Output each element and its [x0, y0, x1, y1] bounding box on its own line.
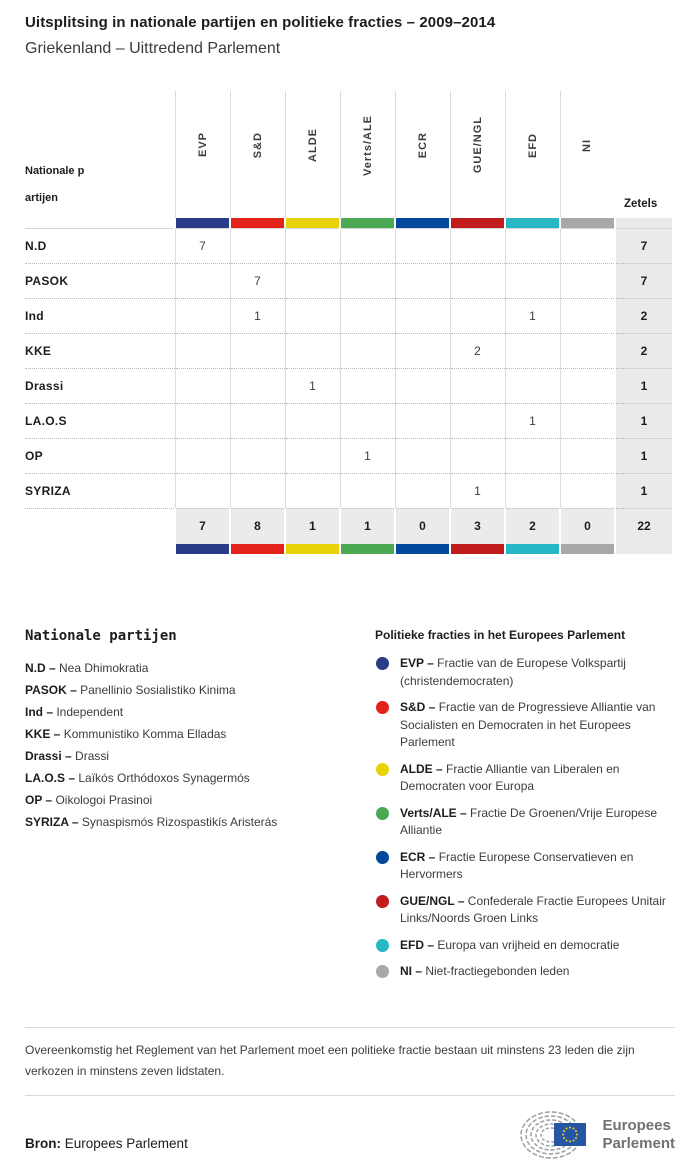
total-NI: 0 — [560, 508, 615, 544]
source-label: Bron: — [25, 1136, 61, 1151]
seat-value-NI — [560, 368, 615, 403]
hemicycle-flag-icon — [518, 1110, 594, 1160]
group-color-swatch-NI — [560, 544, 615, 554]
party-legend-item — [25, 701, 375, 723]
group-column-header-S&D — [230, 91, 285, 218]
seat-value-ECR — [395, 368, 450, 403]
party-name: OP — [25, 438, 175, 473]
group-legend-desc: Niet-fractiegebonden leden — [425, 964, 570, 978]
seat-value-ALDE — [285, 403, 340, 438]
seat-value-GUE/NGL — [450, 228, 505, 263]
group-legend-item — [375, 761, 675, 796]
group-color-dot — [376, 965, 389, 978]
party-name: SYRIZA — [25, 473, 175, 508]
page-subtitle: Griekenland – Uittredend Parlement — [25, 40, 281, 57]
seat-value-NI — [560, 263, 615, 298]
seat-value-Verts/ALE — [340, 228, 395, 263]
party-legend-item — [25, 745, 375, 767]
party-legend-abbr: SYRIZA – — [25, 815, 82, 829]
table-row-Drassi — [25, 368, 672, 403]
seat-value-Verts/ALE: 1 — [340, 438, 395, 473]
group-legend-desc: Fractie van de Europese Volkspartij (christendemocraten) — [400, 656, 626, 688]
group-column-label: ALDE — [306, 128, 319, 162]
party-legend-abbr: Drassi – — [25, 749, 76, 763]
seat-value-S&D — [230, 333, 285, 368]
group-color-swatch-ALDE — [285, 218, 340, 228]
political-groups-legend — [375, 628, 675, 990]
seat-value-EVP — [175, 298, 230, 333]
seat-value-ALDE — [285, 333, 340, 368]
source-text: Europees Parlement — [61, 1136, 188, 1151]
seat-value-NI — [560, 298, 615, 333]
group-color-dot — [376, 851, 389, 864]
party-legend-item — [25, 789, 375, 811]
row-total-seats: 1 — [615, 473, 672, 508]
group-color-swatch-EVP — [175, 218, 230, 228]
group-legend-item — [375, 655, 675, 690]
seat-value-GUE/NGL — [450, 403, 505, 438]
seat-value-GUE/NGL — [450, 298, 505, 333]
seat-value-S&D: 7 — [230, 263, 285, 298]
seat-value-EFD — [505, 228, 560, 263]
political-groups-legend-title: Politieke fracties in het Europees Parlement — [375, 628, 626, 642]
seat-value-EFD: 1 — [505, 298, 560, 333]
seat-value-GUE/NGL — [450, 438, 505, 473]
total-S&D: 8 — [230, 508, 285, 544]
group-legend-item — [375, 893, 675, 928]
national-parties-legend — [25, 628, 375, 990]
seat-value-EVP — [175, 263, 230, 298]
seat-value-EVP — [175, 403, 230, 438]
seat-value-Verts/ALE — [340, 298, 395, 333]
group-color-swatch-ALDE — [285, 544, 340, 554]
group-color-swatch-EVP — [175, 544, 230, 554]
seat-value-S&D — [230, 368, 285, 403]
group-column-header-GUE/NGL — [450, 91, 505, 218]
party-name: LA.O.S — [25, 403, 175, 438]
seat-value-ECR — [395, 438, 450, 473]
group-color-swatch-GUE/NGL — [450, 218, 505, 228]
group-legend-abbr: EFD – — [400, 937, 438, 952]
page-title: Uitsplitsing in nationale partijen en politieke fracties – 2009–2014 — [25, 14, 496, 31]
group-column-label: ECR — [416, 131, 429, 159]
seats-table — [25, 91, 672, 554]
seat-value-Verts/ALE — [340, 473, 395, 508]
row-total-seats: 1 — [615, 403, 672, 438]
seat-value-ALDE — [285, 473, 340, 508]
party-legend-abbr: LA.O.S – — [25, 771, 79, 785]
party-name: PASOK — [25, 263, 175, 298]
national-parties-legend-list — [25, 657, 375, 833]
group-color-swatch-EFD — [505, 218, 560, 228]
group-color-dot — [376, 895, 389, 908]
party-legend-abbr: KKE – — [25, 727, 64, 741]
footer — [25, 1110, 675, 1160]
group-legend-abbr: S&D – — [400, 700, 439, 714]
seat-value-GUE/NGL: 2 — [450, 333, 505, 368]
seat-value-ALDE: 1 — [285, 368, 340, 403]
group-column-header-NI — [560, 91, 615, 218]
group-color-swatch-Verts/ALE — [340, 218, 395, 228]
group-column-label: NI — [581, 138, 594, 152]
row-total-seats: 1 — [615, 368, 672, 403]
seat-value-NI — [560, 403, 615, 438]
party-legend-name: Synaspismós Rizospastikís Aristerás — [81, 815, 278, 829]
seat-value-EVP — [175, 438, 230, 473]
party-legend-name: Independent — [56, 705, 124, 719]
total-Verts/ALE: 1 — [340, 508, 395, 544]
seat-value-ECR — [395, 473, 450, 508]
seat-value-EVP — [175, 333, 230, 368]
table-row-LA.O.S — [25, 403, 672, 438]
group-column-header-EFD — [505, 91, 560, 218]
group-color-swatch-S&D — [230, 544, 285, 554]
seat-value-S&D — [230, 438, 285, 473]
party-legend-abbr: N.D – — [25, 661, 60, 675]
table-row-SYRIZA — [25, 473, 672, 508]
source-line — [25, 1118, 188, 1151]
total-ALDE: 1 — [285, 508, 340, 544]
seat-value-ALDE — [285, 438, 340, 473]
group-legend-item — [375, 963, 675, 981]
total-EFD: 2 — [505, 508, 560, 544]
group-header-row — [25, 91, 672, 218]
seat-value-EVP — [175, 368, 230, 403]
legend-section — [25, 628, 675, 990]
group-color-swatch-NI — [560, 218, 615, 228]
group-legend-item — [375, 805, 675, 840]
totals-row — [25, 508, 672, 544]
color-bar-seats-cell — [615, 544, 672, 554]
color-bar-spacer — [25, 544, 175, 554]
group-color-swatch-GUE/NGL — [450, 544, 505, 554]
seat-value-GUE/NGL — [450, 368, 505, 403]
row-total-seats: 7 — [615, 263, 672, 298]
party-name: N.D — [25, 228, 175, 263]
seat-value-Verts/ALE — [340, 333, 395, 368]
group-color-dot — [376, 939, 389, 952]
color-bar-seats-cell — [615, 218, 672, 228]
row-total-seats: 2 — [615, 333, 672, 368]
seat-value-ECR — [395, 298, 450, 333]
group-color-bar-bottom — [25, 544, 672, 554]
seat-value-S&D — [230, 228, 285, 263]
seat-value-ECR — [395, 333, 450, 368]
group-legend-desc: Fractie van de Progressieve Alliantie van Socialisten en Democraten in het Europees Parlement — [400, 700, 656, 749]
group-column-header-EVP — [175, 91, 230, 218]
political-groups-legend-list — [375, 655, 675, 981]
seat-value-NI — [560, 333, 615, 368]
party-legend-name: Panellinio Sosialistiko Kinima — [80, 683, 236, 697]
group-color-dot — [376, 657, 389, 670]
group-column-header-ALDE — [285, 91, 340, 218]
total-EVP: 7 — [175, 508, 230, 544]
party-legend-item — [25, 811, 375, 833]
group-legend-abbr: EVP – — [400, 656, 438, 670]
group-legend-abbr: GUE/NGL – — [400, 893, 468, 908]
group-legend-abbr: Verts/ALE – — [400, 805, 471, 820]
seat-value-ALDE — [285, 228, 340, 263]
seat-value-EFD: 1 — [505, 403, 560, 438]
group-legend-abbr: ECR – — [400, 849, 439, 864]
row-total-seats: 2 — [615, 298, 672, 333]
party-legend-abbr: Ind – — [25, 705, 57, 719]
group-legend-desc: Fractie De Groenen/Vrije Europese Alliantie — [400, 805, 658, 837]
group-legend-desc: Fractie Alliantie van Liberalen en Democraten voor Europa — [400, 761, 620, 793]
group-color-swatch-S&D — [230, 218, 285, 228]
group-color-dot — [376, 763, 389, 776]
seat-value-GUE/NGL — [450, 263, 505, 298]
table-row-KKE — [25, 333, 672, 368]
group-color-dot — [376, 701, 389, 714]
row-total-seats: 7 — [615, 228, 672, 263]
table-row-N.D — [25, 228, 672, 263]
group-column-label: EFD — [526, 132, 539, 158]
national-parties-header: Nationale partijen — [25, 91, 175, 218]
seat-value-EFD — [505, 438, 560, 473]
party-legend-item — [25, 767, 375, 789]
party-legend-item — [25, 723, 375, 745]
party-legend-name: Kommunistiko Komma Elladas — [63, 727, 227, 741]
seat-value-S&D: 1 — [230, 298, 285, 333]
group-legend-desc: Fractie Europese Conservatieven en Hervormers — [400, 849, 634, 881]
row-total-seats: 1 — [615, 438, 672, 473]
seat-value-ALDE — [285, 263, 340, 298]
group-legend-desc: Europa van vrijheid en democratie — [437, 937, 620, 952]
seat-value-NI — [560, 438, 615, 473]
party-legend-name: Laïkós Orthódoxos Synagermós — [78, 771, 250, 785]
group-color-dot — [376, 807, 389, 820]
party-name: KKE — [25, 333, 175, 368]
seat-value-Verts/ALE — [340, 403, 395, 438]
seat-value-EFD — [505, 368, 560, 403]
table-row-OP — [25, 438, 672, 473]
seat-value-ECR — [395, 403, 450, 438]
color-bar-spacer — [25, 218, 175, 228]
seat-value-S&D — [230, 403, 285, 438]
group-column-label: EVP — [196, 132, 209, 158]
seat-value-ECR — [395, 263, 450, 298]
group-legend-desc: Confederale Fractie Europees Unitair Links/Noords Groen Links — [400, 893, 666, 925]
divider-bottom — [25, 1095, 675, 1096]
total-GUE/NGL: 3 — [450, 508, 505, 544]
seat-value-GUE/NGL: 1 — [450, 473, 505, 508]
table-row-Ind — [25, 298, 672, 333]
total-ECR: 0 — [395, 508, 450, 544]
table-row-PASOK — [25, 263, 672, 298]
logo-wordmark: Europees Parlement — [602, 1116, 675, 1152]
seat-value-EFD — [505, 263, 560, 298]
seat-value-S&D — [230, 473, 285, 508]
party-legend-item — [25, 679, 375, 701]
seat-value-Verts/ALE — [340, 368, 395, 403]
party-legend-name: Nea Dhimokratia — [59, 661, 149, 675]
totals-spacer — [25, 508, 175, 544]
seat-value-ALDE — [285, 298, 340, 333]
seats-table-body — [25, 228, 672, 554]
group-color-swatch-EFD — [505, 544, 560, 554]
footnote-text: Overeenkomstig het Reglement van het Parlement moet een politieke fractie bestaan uit minstens 23 leden die zijn verkozen in minstens zeven lidstaten. — [25, 1042, 635, 1078]
group-color-swatch-ECR — [395, 544, 450, 554]
party-legend-name: Drassi — [75, 749, 110, 763]
seat-value-NI — [560, 228, 615, 263]
party-legend-name: Oikologoi Prasinoi — [55, 793, 153, 807]
group-legend-abbr: ALDE – — [400, 761, 447, 776]
group-legend-item — [375, 849, 675, 884]
group-legend-abbr: NI – — [400, 964, 426, 978]
seat-value-NI — [560, 473, 615, 508]
group-column-header-Verts/ALE — [340, 91, 395, 218]
seat-value-EVP — [175, 473, 230, 508]
group-column-label: GUE/NGL — [471, 116, 484, 174]
seat-value-ECR — [395, 228, 450, 263]
group-legend-item — [375, 937, 675, 955]
group-color-bar-top — [25, 218, 672, 228]
party-legend-abbr: PASOK – — [25, 683, 81, 697]
group-column-label: Verts/ALE — [361, 114, 374, 176]
seats-column-header: Zetels — [615, 91, 672, 218]
national-parties-legend-title: Nationale partijen — [25, 628, 177, 644]
party-name: Ind — [25, 298, 175, 333]
seat-value-EFD — [505, 333, 560, 368]
party-legend-abbr: OP – — [25, 793, 56, 807]
grand-total-seats: 22 — [615, 508, 672, 544]
european-parliament-logo — [518, 1110, 675, 1160]
group-column-label: S&D — [251, 131, 264, 159]
group-color-swatch-ECR — [395, 218, 450, 228]
seat-value-Verts/ALE — [340, 263, 395, 298]
group-color-swatch-Verts/ALE — [340, 544, 395, 554]
party-legend-item — [25, 657, 375, 679]
group-column-header-ECR — [395, 91, 450, 218]
seat-value-EFD — [505, 473, 560, 508]
seat-value-EVP: 7 — [175, 228, 230, 263]
party-name: Drassi — [25, 368, 175, 403]
group-legend-item — [375, 699, 675, 752]
